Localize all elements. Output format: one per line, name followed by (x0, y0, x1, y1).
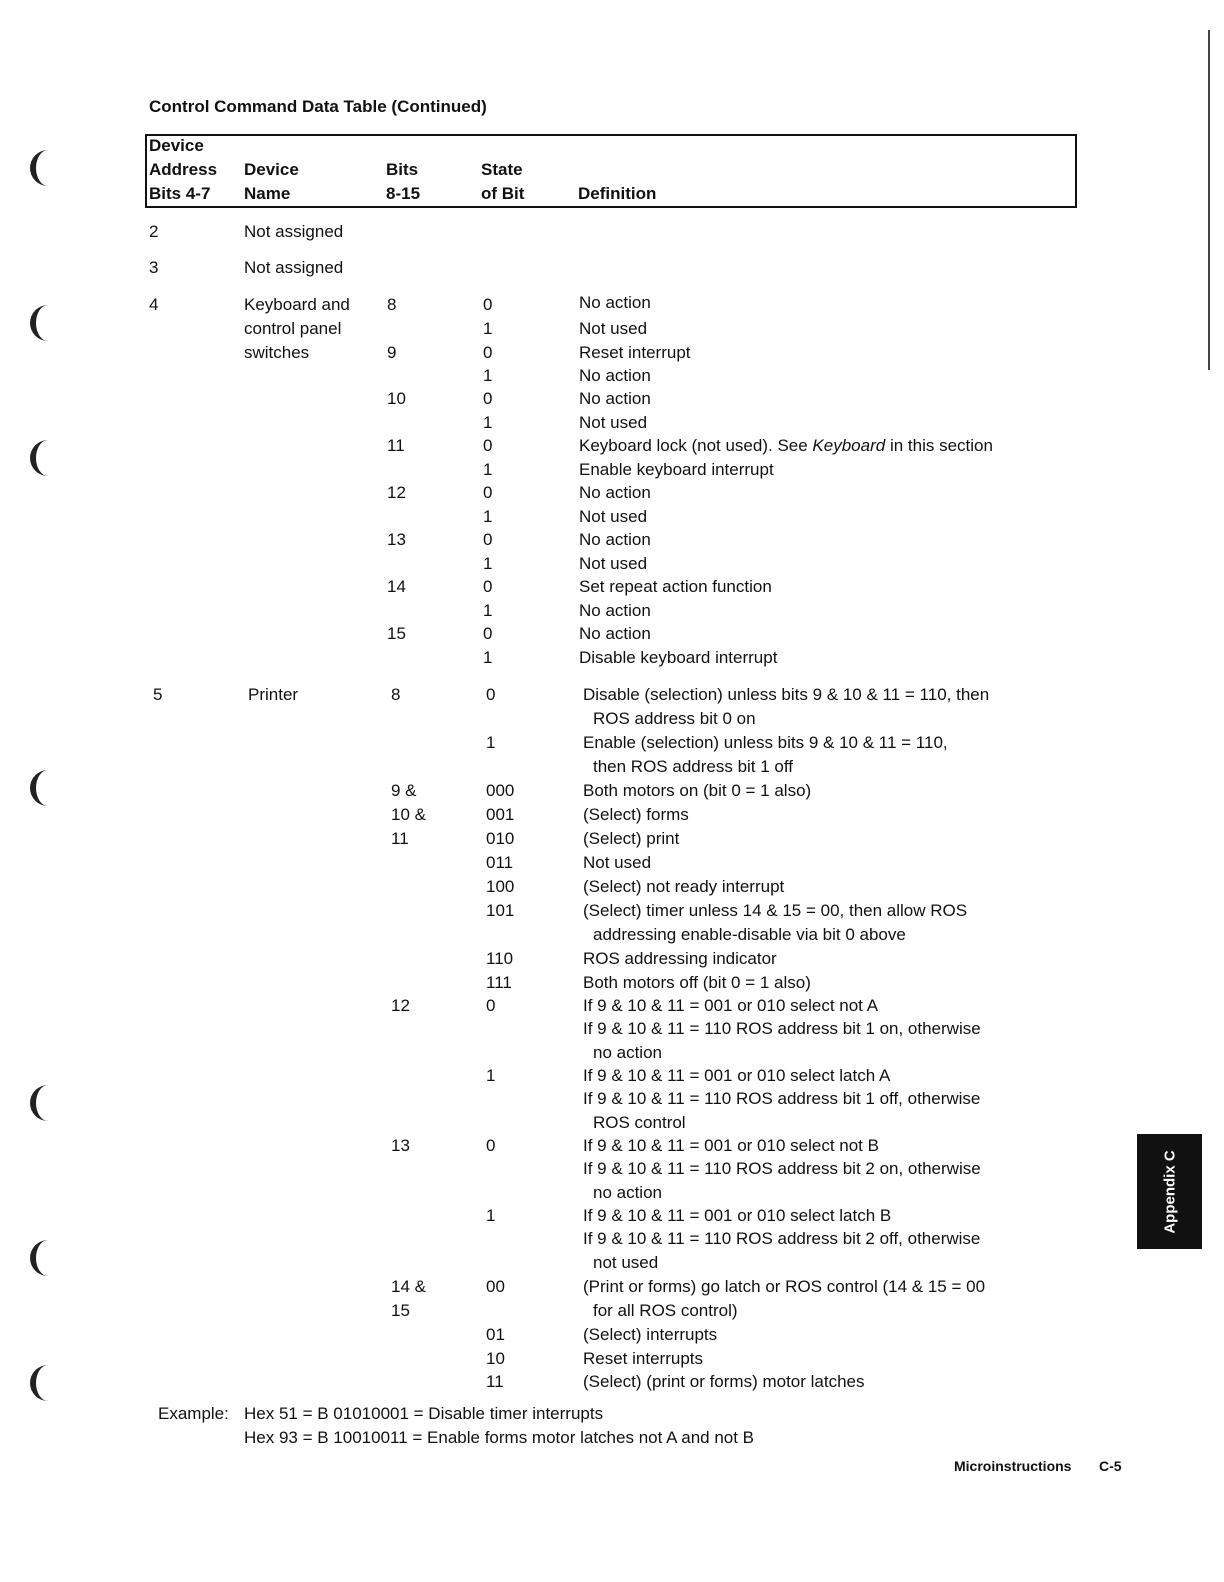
bits-cell: 10 (387, 389, 406, 408)
definition-text: If 9 & 10 & 11 = 001 or 010 select not B (583, 1136, 879, 1155)
definition-cell (583, 779, 811, 803)
state-of-bit-cell: 00 (486, 1277, 505, 1296)
definition-cell (583, 1134, 879, 1158)
bits-cell: 10 & (391, 805, 426, 824)
bits-cell: 15 (391, 1301, 410, 1320)
state-of-bit-cell: 0 (486, 1136, 496, 1155)
device-address-cell: 4 (149, 295, 159, 314)
definition-text: Not used (579, 507, 648, 526)
definition-cell (583, 755, 793, 779)
definition-cell (579, 528, 651, 552)
definition-text: No action (579, 530, 651, 549)
header-bits: Bits 8-15 (386, 160, 421, 203)
definition-cell (583, 707, 756, 731)
definition-text: Enable keyboard interrupt (579, 460, 774, 479)
definition-cell (579, 411, 647, 435)
definition-cell (579, 341, 691, 365)
binder-hole-mark (30, 770, 54, 806)
definition-cell (583, 803, 689, 827)
definition-text: If 9 & 10 & 11 = 110 ROS address bit 1 off, otherwise (583, 1089, 981, 1108)
state-of-bit-cell: 011 (486, 853, 514, 872)
definition-cell (579, 646, 777, 670)
definition-text: (Select) forms (583, 805, 689, 824)
definition-cell (579, 364, 651, 388)
bits-cell: 14 (387, 577, 406, 596)
definition-text: (Select) timer unless 14 & 15 = 00, then allow ROS (583, 901, 968, 920)
bits-cell: 8 (391, 685, 401, 704)
bits-cell: 13 (387, 530, 406, 549)
header-definition: Definition (578, 184, 657, 203)
definition-cell (583, 1111, 686, 1135)
definition-cell (583, 827, 679, 851)
definition-cell (583, 971, 811, 995)
definition-cell (583, 1323, 717, 1347)
definition-cell (583, 1087, 980, 1111)
device-address-cell: 2 (149, 222, 159, 241)
definition-text: Keyboard lock (not used). See (579, 436, 808, 455)
bits-cell: 14 & (391, 1277, 426, 1296)
definition-cell (579, 575, 772, 599)
definition-cell (579, 505, 647, 529)
definition-cell (583, 731, 948, 755)
definition-text: Both motors off (bit 0 = 1 also) (583, 973, 811, 992)
definition-text: then ROS address bit 1 off (593, 757, 794, 776)
state-of-bit-cell: 1 (483, 554, 493, 573)
state-of-bit-cell: 0 (486, 685, 496, 704)
state-of-bit-cell: 11 (486, 1372, 504, 1391)
definition-cell (579, 317, 647, 341)
definition-cell (583, 1017, 981, 1041)
definition-text: No action (579, 389, 651, 408)
definition-text: no action (593, 1183, 662, 1202)
definition-text: Set repeat action function (579, 577, 772, 596)
definition-text: (Print or forms) go latch or ROS control (14 & 15 = 00 (583, 1277, 986, 1296)
state-of-bit-cell: 0 (483, 530, 493, 549)
definition-text: (Select) not ready interrupt (583, 877, 785, 896)
device-address-cell: 5 (153, 685, 163, 704)
definition-text: Enable (selection) unless bits 9 & 10 & 11 = 110, (583, 733, 948, 752)
definition-text: for all ROS control) (593, 1301, 738, 1320)
definition-cell (579, 458, 774, 482)
state-of-bit-cell: 1 (483, 460, 493, 479)
definition-text: Reset interrupts (583, 1349, 703, 1368)
definition-text: No action (579, 366, 651, 385)
example-block (158, 1402, 754, 1450)
definition-text: If 9 & 10 & 11 = 001 or 010 select latch A (583, 1066, 891, 1085)
definition-text: Disable (selection) unless bits 9 & 10 & 11 = 110, then (583, 685, 990, 704)
appendix-tab (1137, 1134, 1202, 1249)
state-of-bit-cell: 010 (486, 829, 515, 848)
definition-cell (583, 1227, 980, 1251)
definition-text: Not used (579, 413, 648, 432)
definition-cell (583, 851, 651, 875)
definition-text: If 9 & 10 & 11 = 110 ROS address bit 2 off, otherwise (583, 1229, 981, 1248)
header-device-address: Device Address Bits 4-7 (149, 136, 218, 203)
device-name-cell: Keyboard and (244, 295, 350, 314)
state-of-bit-cell: 1 (483, 507, 493, 526)
definition-cell (583, 875, 784, 899)
definition-cell (583, 683, 989, 707)
state-of-bit-cell: 001 (486, 805, 515, 824)
definition-cell (579, 481, 651, 505)
state-of-bit-cell: 10 (486, 1349, 505, 1368)
bits-cell: 15 (387, 624, 406, 643)
definition-cell (583, 1181, 662, 1205)
definition-cell (579, 599, 651, 623)
definition-text: If 9 & 10 & 11 = 001 or 010 select not A (583, 996, 879, 1015)
device-name-cell: control panel (244, 319, 342, 338)
state-of-bit-cell: 1 (483, 601, 493, 620)
header-state-of-bit: State of Bit (481, 160, 525, 203)
device-name-cell: Not assigned (244, 258, 344, 277)
definition-cell (583, 947, 777, 971)
definition-cell (583, 1157, 981, 1181)
state-of-bit-cell: 111 (486, 973, 512, 992)
binder-hole-mark (30, 1085, 54, 1121)
state-of-bit-cell: 000 (486, 781, 515, 800)
bits-cell: 8 (387, 295, 397, 314)
definition-text: no action (593, 1043, 662, 1062)
state-of-bit-cell: 0 (483, 436, 493, 455)
footer-page-number: C-5 (1099, 1458, 1122, 1474)
example-line-1: Hex 51 = B 01010001 = Disable timer interrupts (244, 1404, 604, 1423)
definition-text: If 9 & 10 & 11 = 110 ROS address bit 2 on, otherwise (583, 1159, 981, 1178)
definition-cell (579, 434, 993, 458)
device-name-cell: Printer (248, 685, 299, 704)
bits-cell: 9 & (391, 781, 417, 800)
header-device-name: Device Name (244, 160, 299, 203)
definition-text: Reset interrupt (579, 343, 691, 362)
bits-cell: 12 (391, 996, 410, 1015)
state-of-bit-cell: 1 (486, 1066, 496, 1085)
definition-cell (583, 899, 967, 923)
definition-text: ROS control (593, 1113, 686, 1132)
bits-cell: 11 (391, 829, 409, 848)
bits-cell: 11 (387, 436, 405, 455)
state-of-bit-cell: 0 (483, 295, 493, 314)
definition-cell: No action (579, 293, 651, 312)
definition-text: If 9 & 10 & 11 = 110 ROS address bit 1 on, otherwise (583, 1019, 981, 1038)
definition-cell (583, 1041, 662, 1065)
device-address-cell: 3 (149, 258, 159, 277)
definition-text: not used (593, 1253, 659, 1272)
definition-text: (Select) (print or forms) motor latches (583, 1372, 865, 1391)
state-of-bit-cell: 1 (483, 319, 493, 338)
definition-text: ROS address bit 0 on (593, 709, 756, 728)
definition-text: (Select) interrupts (583, 1325, 718, 1344)
definition-cell (579, 387, 651, 411)
definition-cell (583, 1064, 890, 1088)
state-of-bit-cell: 01 (486, 1325, 505, 1344)
state-of-bit-cell: 100 (486, 877, 515, 896)
state-of-bit-cell: 0 (483, 389, 493, 408)
bits-cell: 13 (391, 1136, 410, 1155)
page-edge-line (1208, 30, 1210, 370)
definition-cell (583, 1251, 658, 1275)
state-of-bit-cell: 101 (486, 901, 515, 920)
binder-hole-mark (30, 305, 54, 341)
definition-cell (583, 1299, 738, 1323)
definition-cell (583, 994, 878, 1018)
definition-text: (Select) print (583, 829, 680, 848)
bits-cell: 9 (387, 343, 397, 362)
definition-text: Not used (579, 554, 648, 573)
definition-emphasis: Keyboard (812, 436, 886, 455)
state-of-bit-cell: 110 (486, 949, 514, 968)
example-label: Example: (158, 1404, 229, 1423)
binder-hole-mark (30, 1240, 54, 1276)
binder-hole-mark (30, 440, 54, 476)
device-name-cell: Not assigned (244, 222, 344, 241)
definition-cell (579, 552, 647, 576)
state-of-bit-cell: 1 (483, 366, 493, 385)
definition-text: addressing enable-disable via bit 0 above (593, 925, 906, 944)
definition-cell (579, 622, 651, 646)
definition-text: No action (579, 601, 651, 620)
definition-text: If 9 & 10 & 11 = 001 or 010 select latch B (583, 1206, 892, 1225)
state-of-bit-cell: 1 (486, 733, 496, 752)
definition-text: Both motors on (bit 0 = 1 also) (583, 781, 812, 800)
definition-text: Disable keyboard interrupt (579, 648, 778, 667)
definition-text: Not used (583, 853, 652, 872)
state-of-bit-cell: 0 (483, 624, 493, 643)
device-name-cell: switches (244, 343, 310, 362)
state-of-bit-cell: 1 (483, 413, 493, 432)
footer-section-name: Microinstructions (954, 1458, 1072, 1474)
bits-cell: 12 (387, 483, 406, 502)
state-of-bit-cell: 0 (483, 577, 493, 596)
definition-cell (583, 1204, 891, 1228)
appendix-tab-label: Appendix C (1161, 1149, 1178, 1234)
page-title: Control Command Data Table (Continued) (149, 97, 487, 116)
definition-text: No action (579, 624, 651, 643)
binder-hole-mark (30, 1365, 54, 1401)
binder-hole-mark (30, 150, 54, 186)
state-of-bit-cell: 1 (486, 1206, 496, 1225)
definition-text: Not used (579, 319, 648, 338)
definition-cell (583, 923, 906, 947)
state-of-bit-cell: 0 (483, 343, 493, 362)
definition-text: ROS addressing indicator (583, 949, 777, 968)
example-line-2: Hex 93 = B 10010011 = Enable forms motor latches not A and not B (244, 1428, 755, 1447)
definition-text: No action (579, 483, 651, 502)
definition-cell (583, 1370, 865, 1394)
state-of-bit-cell: 1 (483, 648, 493, 667)
definition-text: in this section (889, 436, 993, 455)
definition-cell (583, 1347, 703, 1371)
state-of-bit-cell: 0 (483, 483, 493, 502)
state-of-bit-cell: 0 (486, 996, 496, 1015)
definition-cell (583, 1275, 985, 1299)
